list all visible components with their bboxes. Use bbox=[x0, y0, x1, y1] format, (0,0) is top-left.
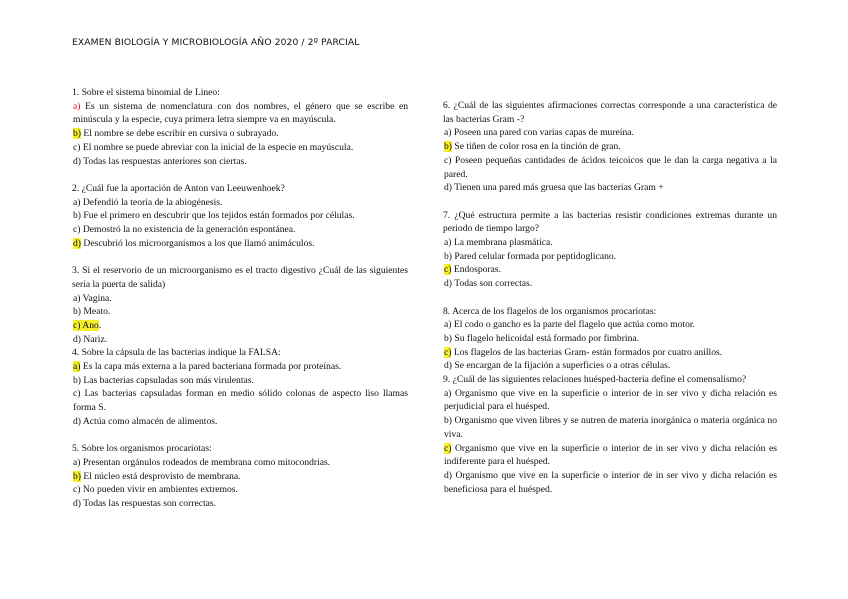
option-text: Poseen una pared con varias capas de mureína. bbox=[451, 127, 634, 139]
option-letter: a) bbox=[73, 456, 81, 468]
option-b bbox=[72, 209, 408, 223]
option-letter: b) bbox=[444, 250, 452, 262]
option-text: Organismo que viven libres y se nutren de materia inorgánica o materia orgánica no viva. bbox=[444, 415, 777, 440]
question-5 bbox=[72, 442, 408, 511]
option-text: Vagina. bbox=[80, 292, 112, 304]
question-stem: 4. Sobre la cápsula de las bacterias indique la FALSA: bbox=[72, 347, 281, 359]
option-text: Defendió la teoría de la abiogénesis. bbox=[80, 196, 223, 208]
option-letter: a) bbox=[444, 319, 452, 331]
option-c bbox=[72, 483, 408, 497]
option-c bbox=[72, 387, 408, 414]
option-text: Poseen pequeñas cantidades de ácidos teicoicos que le dan la carga negativa a la pared. bbox=[444, 154, 777, 180]
option-text: Endosporas. bbox=[451, 264, 502, 276]
question-1 bbox=[72, 86, 408, 168]
option-letter: d) bbox=[73, 333, 81, 345]
option-letter-highlighted: c) Ano bbox=[73, 319, 99, 331]
question-stem: 6. ¿Cuál de las siguientes afirmaciones correctas corresponde a una característica de las bacterias Gram -? bbox=[443, 100, 777, 125]
option-text: Todas son correctas. bbox=[452, 278, 533, 290]
option-letter: a) bbox=[444, 387, 452, 399]
option-letter: d) bbox=[444, 469, 452, 481]
question-6 bbox=[443, 99, 777, 195]
option-c bbox=[443, 442, 777, 469]
option-text: Pared celular formada por peptidoglicano. bbox=[452, 250, 617, 262]
option-letter: b) bbox=[73, 210, 81, 222]
question-8 bbox=[443, 305, 777, 374]
option-text: El nombre se debe escribir en cursiva o subrayado. bbox=[81, 128, 279, 140]
option-letter: c) bbox=[444, 154, 452, 166]
question-stem: 2. ¿Cuál fue la aportación de Anton van Leeuwenhoek? bbox=[72, 182, 285, 194]
option-letter-highlighted: c) bbox=[444, 442, 452, 454]
exam-title: EXAMEN BIOLOGÍA Y MICROBIOLOGÍA AÑO 2020 / 2º PARCIAL bbox=[72, 37, 360, 48]
question-2 bbox=[72, 182, 408, 251]
option-letter: c) bbox=[73, 141, 81, 153]
option-text: No pueden vivir en ambientes extremos. bbox=[80, 484, 238, 496]
option-c bbox=[72, 319, 408, 333]
option-text: Actúa como almacén de alimentos. bbox=[81, 415, 218, 427]
option-b bbox=[443, 140, 777, 154]
option-letter: b) bbox=[444, 332, 452, 344]
question-stem: 7. ¿Qué estructura permite a las bacterias resistir condiciones extremas durante un periodo de tiempo largo? bbox=[443, 209, 777, 235]
option-letter: a) bbox=[73, 196, 81, 208]
question-4 bbox=[72, 346, 408, 428]
option-letter: b) bbox=[444, 415, 452, 427]
option-letter: d) bbox=[73, 415, 81, 427]
option-text: Su flagelo helicoidal está formado por fimbrina. bbox=[452, 332, 640, 344]
option-text: El codo o gancho es la parte del flagelo que actúa como motor. bbox=[451, 319, 695, 331]
question-9 bbox=[443, 373, 777, 496]
option-a bbox=[72, 456, 408, 470]
left-column bbox=[72, 86, 408, 524]
right-column bbox=[443, 99, 777, 510]
option-c bbox=[72, 223, 408, 237]
option-a bbox=[72, 360, 408, 374]
option-letter: d) bbox=[73, 498, 81, 510]
option-text: Descubrió los microorganismos a los que llamó animáculos. bbox=[81, 237, 315, 249]
option-text: Se encargan de la fijación a superficies o a otras células. bbox=[452, 360, 671, 372]
question-stem: 3. Si el reservorio de un microorganismo es el tracto digestivo ¿Cuál de las siguientes sería la puerta de salida) bbox=[72, 265, 408, 290]
option-text: Meato. bbox=[81, 306, 111, 318]
option-letter-highlighted: c) bbox=[444, 264, 452, 276]
option-text: Tienen una pared más gruesa que las bacterias Gram + bbox=[452, 182, 664, 194]
option-letter: c) bbox=[73, 224, 81, 236]
question-7 bbox=[443, 209, 777, 291]
option-b bbox=[72, 470, 408, 484]
option-text: Se tiñen de color rosa en la tinción de gran. bbox=[452, 141, 621, 153]
option-text: Organismo que vive en la superficie o interior de in ser vivo y dicha relación es perjudicial para el huésped. bbox=[444, 387, 777, 413]
option-letter: c) bbox=[73, 484, 81, 496]
option-text: Las bacterias capsuladas son más virulentas. bbox=[81, 374, 254, 386]
option-a bbox=[72, 100, 408, 127]
question-stem: 1. Sobre el sistema binomial de Lineo: bbox=[72, 87, 220, 98]
option-a bbox=[443, 387, 777, 414]
option-letter-highlighted: a) bbox=[73, 100, 81, 112]
option-c bbox=[443, 346, 777, 360]
option-letter: c) bbox=[73, 388, 81, 400]
option-text: Presentan orgánulos rodeados de membrana como mitocondrias. bbox=[80, 456, 331, 468]
question-stem: 5. Sobre los organismos procariotas: bbox=[72, 443, 212, 455]
option-letter: a) bbox=[73, 292, 81, 304]
option-text: Las bacterias capsuladas forman en medio sólido colonas de aspecto liso llamas forma S. bbox=[73, 388, 408, 414]
option-d bbox=[443, 181, 777, 195]
option-text: Es la capa más externa a la pared bacteriana formada por proteínas. bbox=[80, 361, 342, 373]
option-b bbox=[72, 127, 408, 141]
option-text: Todas las respuestas anteriores son ciertas. bbox=[81, 155, 247, 167]
option-letter: d) bbox=[444, 360, 452, 372]
option-c bbox=[443, 263, 777, 277]
option-text: La membrana plasmática. bbox=[451, 237, 553, 249]
option-d bbox=[72, 415, 408, 429]
question-3 bbox=[72, 264, 408, 346]
option-d bbox=[443, 469, 777, 496]
option-a bbox=[443, 236, 777, 250]
option-d bbox=[443, 277, 777, 291]
option-letter-highlighted: b) bbox=[73, 128, 81, 140]
option-text: Demostró la no existencia de la generación espontánea. bbox=[80, 224, 296, 236]
option-letter: b) bbox=[73, 306, 81, 318]
option-letter-highlighted: c) bbox=[444, 346, 452, 358]
option-letter: a) bbox=[444, 237, 452, 249]
option-c bbox=[443, 154, 777, 181]
option-b bbox=[72, 374, 408, 388]
option-b bbox=[72, 305, 408, 319]
option-text: Es un sistema de nomenclatura con dos nombres, el género que se escribe en minúscula y la especie, cuya primera letra siempre va en mayúscula. bbox=[73, 100, 408, 126]
option-d bbox=[72, 155, 408, 169]
option-text: Organismo que vive en la superficie o interior de in ser vivo y dicha relación es beneficiosa para el huésped. bbox=[444, 469, 777, 495]
option-b bbox=[443, 414, 777, 441]
option-d bbox=[72, 497, 408, 511]
option-text: Nariz. bbox=[81, 333, 108, 345]
option-text: Organismo que vive en la superficie o interior de in ser vivo y dicha relación es indiferente para el huésped. bbox=[444, 442, 777, 468]
option-letter-highlighted: b) bbox=[73, 470, 81, 482]
option-letter: d) bbox=[444, 278, 452, 290]
option-a bbox=[72, 292, 408, 306]
option-text: . bbox=[98, 319, 102, 331]
option-letter-highlighted: d) bbox=[73, 237, 81, 249]
option-b bbox=[443, 250, 777, 264]
option-text: Todas las respuestas son correctas. bbox=[81, 498, 217, 510]
option-c bbox=[72, 141, 408, 155]
option-a bbox=[443, 126, 777, 140]
option-d bbox=[72, 237, 408, 251]
question-stem: 9. ¿Cuál de las siguientes relaciones huésped-bacteria define el comensalismo? bbox=[443, 374, 747, 386]
option-text: El nombre se puede abreviar con la inicial de la especie en mayúscula. bbox=[80, 141, 354, 153]
option-a bbox=[72, 196, 408, 210]
option-d bbox=[72, 333, 408, 347]
option-a bbox=[443, 318, 777, 332]
option-text: Los flagelos de las bacterias Gram- están formados por cuatro anillos. bbox=[451, 346, 723, 358]
option-d bbox=[443, 359, 777, 373]
option-letter: d) bbox=[73, 155, 81, 167]
option-letter-highlighted: b) bbox=[444, 141, 452, 153]
option-b bbox=[443, 332, 777, 346]
question-stem: 8. Acerca de los flagelos de los organismos procariotas: bbox=[443, 305, 657, 317]
option-text: Fue el primero en descubrir que los tejidos están formados por células. bbox=[81, 210, 355, 222]
option-letter: a) bbox=[444, 127, 452, 139]
option-letter: b) bbox=[73, 374, 81, 386]
option-letter: d) bbox=[444, 182, 452, 194]
option-text: El núcleo está desprovisto de membrana. bbox=[81, 470, 241, 482]
option-letter-highlighted: a) bbox=[73, 361, 81, 373]
